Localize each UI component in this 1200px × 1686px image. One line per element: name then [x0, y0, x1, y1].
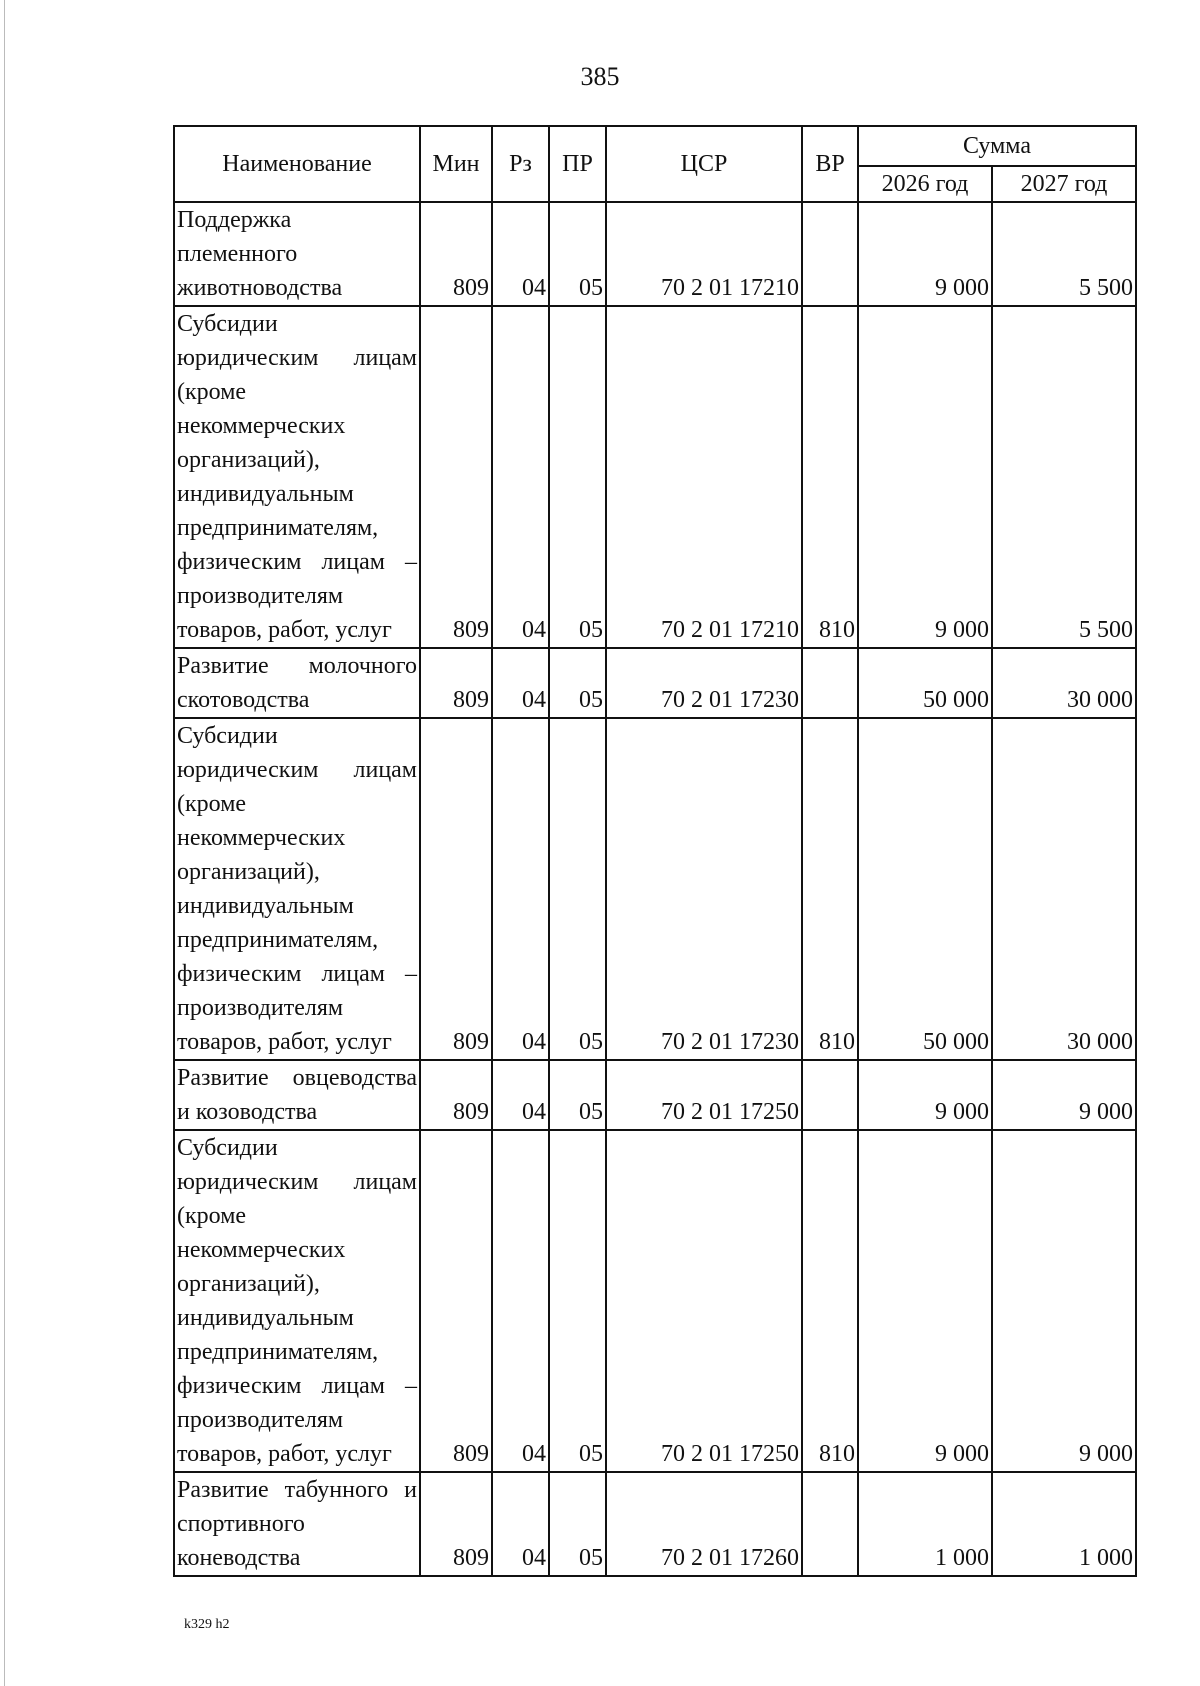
header-year-2027: 2027 год	[992, 166, 1136, 202]
row-sum-2027: 9 000	[992, 1130, 1136, 1472]
table-row	[174, 648, 1136, 718]
row-name: Развитие овцеводства и козоводства	[174, 1060, 420, 1130]
row-sum-2026: 50 000	[858, 718, 992, 1060]
row-min: 809	[420, 718, 492, 1060]
row-name: Поддержка племенного животноводства	[174, 202, 420, 306]
row-csr: 70 2 01 17210	[606, 202, 802, 306]
row-min: 809	[420, 1060, 492, 1130]
scan-margin-line	[4, 0, 5, 1686]
row-pr: 05	[549, 1060, 606, 1130]
row-name: Субсидии юридическим лицам (кроме некоммерческих организаций), индивидуальным предпринимателям, физическим лицам – производителям товаров, работ, услуг	[174, 1130, 420, 1472]
row-name: Субсидии юридическим лицам (кроме некоммерческих организаций), индивидуальным предпринимателям, физическим лицам – производителям товаров, работ, услуг	[174, 306, 420, 648]
header-csr: ЦСР	[606, 126, 802, 202]
row-sum-2026: 9 000	[858, 1130, 992, 1472]
table-row	[174, 1472, 1136, 1576]
row-csr: 70 2 01 17230	[606, 718, 802, 1060]
row-sum-2027: 5 500	[992, 202, 1136, 306]
row-min: 809	[420, 648, 492, 718]
header-vr: ВР	[802, 126, 858, 202]
row-rz: 04	[492, 1472, 549, 1576]
row-vr: 810	[802, 306, 858, 648]
footer-code: k329 h2	[184, 1617, 230, 1632]
row-vr: 810	[802, 718, 858, 1060]
row-rz: 04	[492, 1130, 549, 1472]
page-number: 385	[580, 62, 620, 91]
row-min: 809	[420, 1130, 492, 1472]
row-rz: 04	[492, 306, 549, 648]
row-rz: 04	[492, 1060, 549, 1130]
row-vr	[802, 202, 858, 306]
row-name: Развитие молочного скотоводства	[174, 648, 420, 718]
budget-table	[173, 125, 1137, 1577]
row-sum-2026: 50 000	[858, 648, 992, 718]
table-row	[174, 718, 1136, 1060]
row-rz: 04	[492, 718, 549, 1060]
row-min: 809	[420, 202, 492, 306]
row-csr: 70 2 01 17250	[606, 1130, 802, 1472]
header-rz: Рз	[492, 126, 549, 202]
table-row	[174, 202, 1136, 306]
row-rz: 04	[492, 202, 549, 306]
row-csr: 70 2 01 17260	[606, 1472, 802, 1576]
row-sum-2027: 30 000	[992, 718, 1136, 1060]
row-sum-2027: 9 000	[992, 1060, 1136, 1130]
row-pr: 05	[549, 718, 606, 1060]
header-min: Мин	[420, 126, 492, 202]
row-vr	[802, 1060, 858, 1130]
row-sum-2027: 1 000	[992, 1472, 1136, 1576]
row-min: 809	[420, 1472, 492, 1576]
header-sum: Сумма	[858, 126, 1136, 166]
row-vr: 810	[802, 1130, 858, 1472]
row-name: Субсидии юридическим лицам (кроме некоммерческих организаций), индивидуальным предпринимателям, физическим лицам – производителям товаров, работ, услуг	[174, 718, 420, 1060]
row-sum-2027: 30 000	[992, 648, 1136, 718]
table-header	[174, 126, 1136, 202]
row-sum-2026: 9 000	[858, 202, 992, 306]
row-pr: 05	[549, 306, 606, 648]
row-csr: 70 2 01 17250	[606, 1060, 802, 1130]
table-row	[174, 306, 1136, 648]
row-pr: 05	[549, 202, 606, 306]
row-sum-2026: 1 000	[858, 1472, 992, 1576]
row-min: 809	[420, 306, 492, 648]
row-vr	[802, 648, 858, 718]
row-pr: 05	[549, 1130, 606, 1472]
row-sum-2026: 9 000	[858, 306, 992, 648]
row-pr: 05	[549, 1472, 606, 1576]
table-body	[174, 202, 1136, 1576]
table-row	[174, 1130, 1136, 1472]
header-pr: ПР	[549, 126, 606, 202]
row-sum-2026: 9 000	[858, 1060, 992, 1130]
row-csr: 70 2 01 17210	[606, 306, 802, 648]
header-name: Наименование	[174, 126, 420, 202]
row-vr	[802, 1472, 858, 1576]
row-csr: 70 2 01 17230	[606, 648, 802, 718]
row-rz: 04	[492, 648, 549, 718]
row-name: Развитие табунного и спортивного коневодства	[174, 1472, 420, 1576]
header-year-2026: 2026 год	[858, 166, 992, 202]
row-pr: 05	[549, 648, 606, 718]
row-sum-2027: 5 500	[992, 306, 1136, 648]
table-row	[174, 1060, 1136, 1130]
